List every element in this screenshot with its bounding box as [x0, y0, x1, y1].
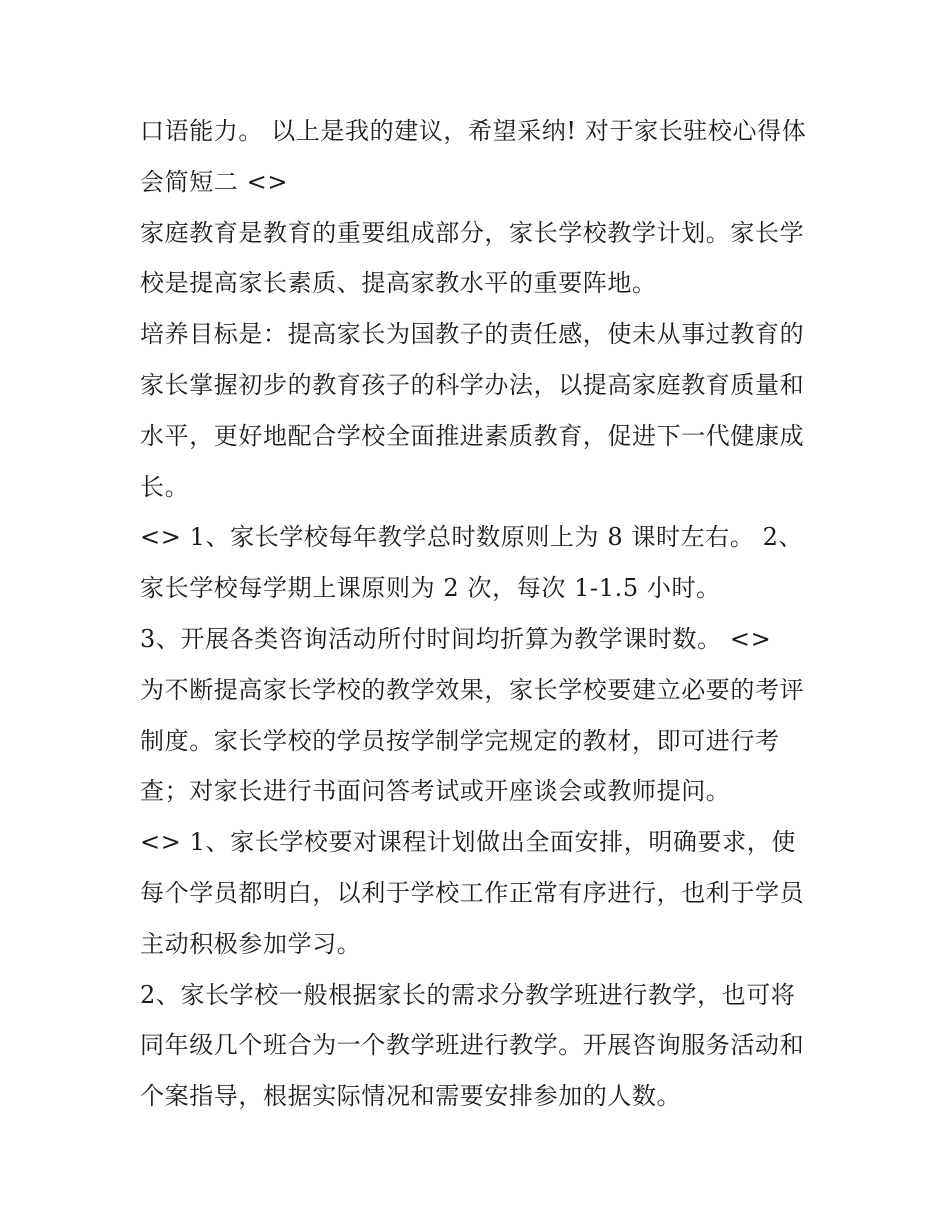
paragraph: <> 1、家长学校要对课程计划做出全面安排，明确要求，使每个学员都明白，以利于学校工作正常有序进行，也利于学员主动积极参加学习。 — [140, 828, 805, 958]
paragraph: 培养目标是：提高家长为国教子的责任感，使未从事过教育的家长掌握初步的教育孩子的科学办法，以提高家庭教育质量和水平，更好地配合学校全面推进素质教育，促进下一代健康成长。 — [140, 320, 805, 501]
paragraph: <> 1、家长学校每年教学总时数原则上为 8 课时左右。 2、家长学校每学期上课原则为 2 次，每次 1-1.5 小时。 — [140, 523, 804, 603]
paragraph: 家庭教育是教育的重要组成部分，家长学校教学计划。家长学校是提高家长素质、提高家教水平的重要阵地。 — [140, 218, 805, 298]
paragraph: 为不断提高家长学校的教学效果，家长学校要建立必要的考评制度。家长学校的学员按学制学完规定的教材，即可进行考查；对家长进行书面问答考试或开座谈会或教师提问。 — [140, 675, 805, 806]
paragraph: 口语能力。 以上是我的建议，希望采纳! 对于家长驻校心得体会简短二 <> — [140, 117, 807, 196]
document-body — [140, 106, 820, 1122]
paragraph: 2、家长学校一般根据家长的需求分教学班进行教学，也可将同年级几个班合为一个教学班进行教学。开展咨询服务活动和个案指导，根据实际情况和需要安排参加的人数。 — [140, 980, 805, 1111]
paragraph: 3、开展各类咨询活动所付时间均折算为教学课时数。 <> — [140, 624, 772, 653]
